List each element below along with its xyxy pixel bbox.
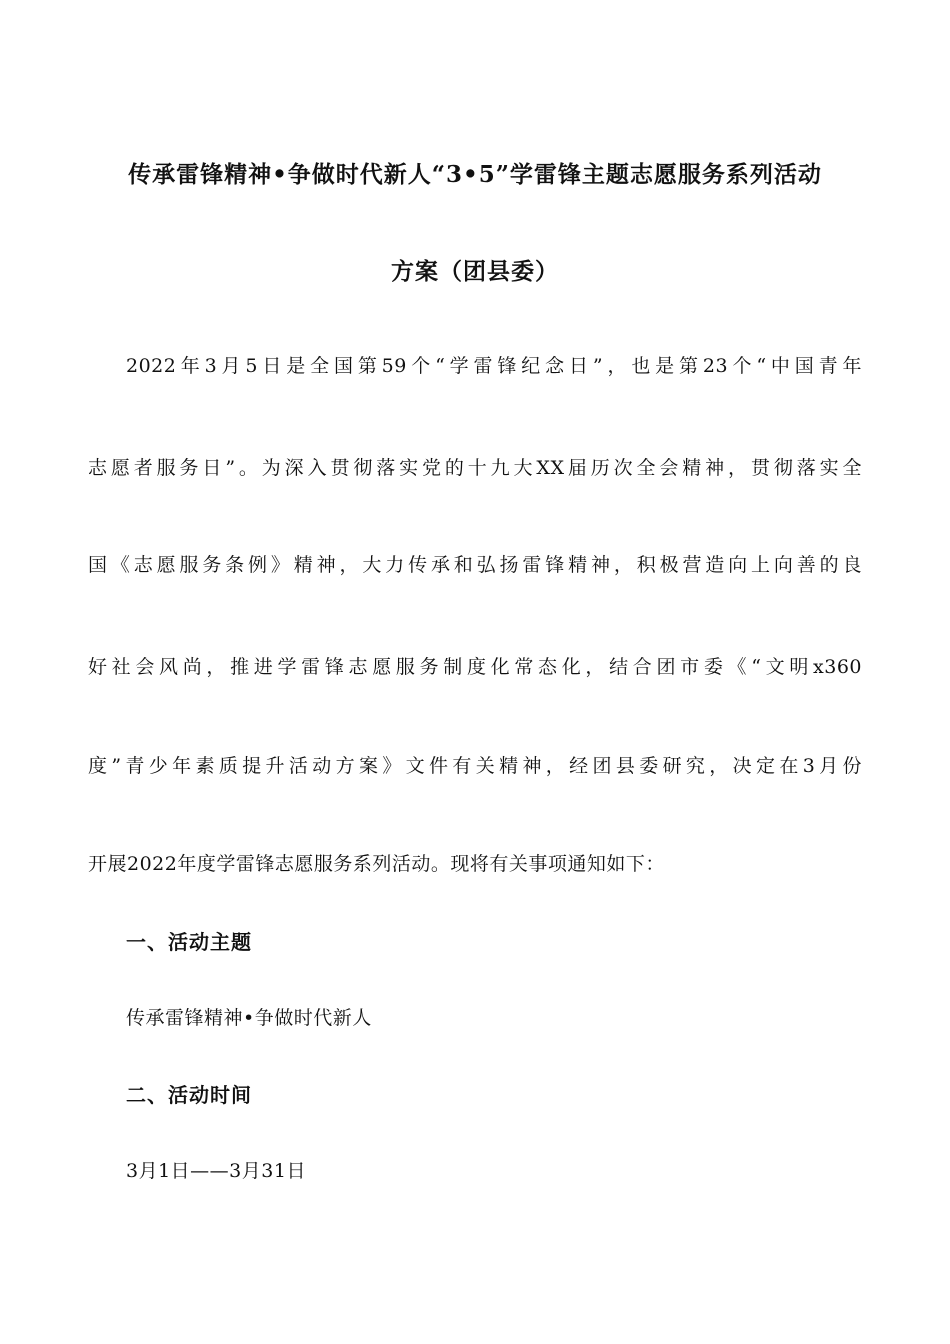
intro-paragraph-line: 2022年3月5日是全国第59个“学雷锋纪念日”，也是第23个“中国青年 <box>126 355 862 377</box>
intro-paragraph-line: 好社会风尚，推进学雷锋志愿服务制度化常态化，结合团市委《“文明x360 <box>88 656 862 678</box>
intro-paragraph-line: 志愿者服务日”。为深入贯彻落实党的十九大XX届历次全会精神，贯彻落实全 <box>88 457 862 479</box>
intro-paragraph-line: 开展2022年度学雷锋志愿服务系列活动。现将有关事项通知如下： <box>88 853 665 875</box>
section-text-theme: 传承雷锋精神•争做时代新人 <box>126 1007 372 1029</box>
section-heading-time: 二、活动时间 <box>126 1083 252 1107</box>
section-text-time: 3月1日——3月31日 <box>126 1160 306 1182</box>
section-heading-theme: 一、活动主题 <box>126 930 252 954</box>
document-title-line-2: 方案（团县委） <box>391 258 559 285</box>
document-title-line-1: 传承雷锋精神•争做时代新人“3•5”学雷锋主题志愿服务系列活动 <box>128 161 822 188</box>
intro-paragraph-line: 国《志愿服务条例》精神，大力传承和弘扬雷锋精神，积极营造向上向善的良 <box>88 554 862 576</box>
intro-paragraph-line: 度”青少年素质提升活动方案》文件有关精神，经团县委研究，决定在3月份 <box>88 755 862 777</box>
